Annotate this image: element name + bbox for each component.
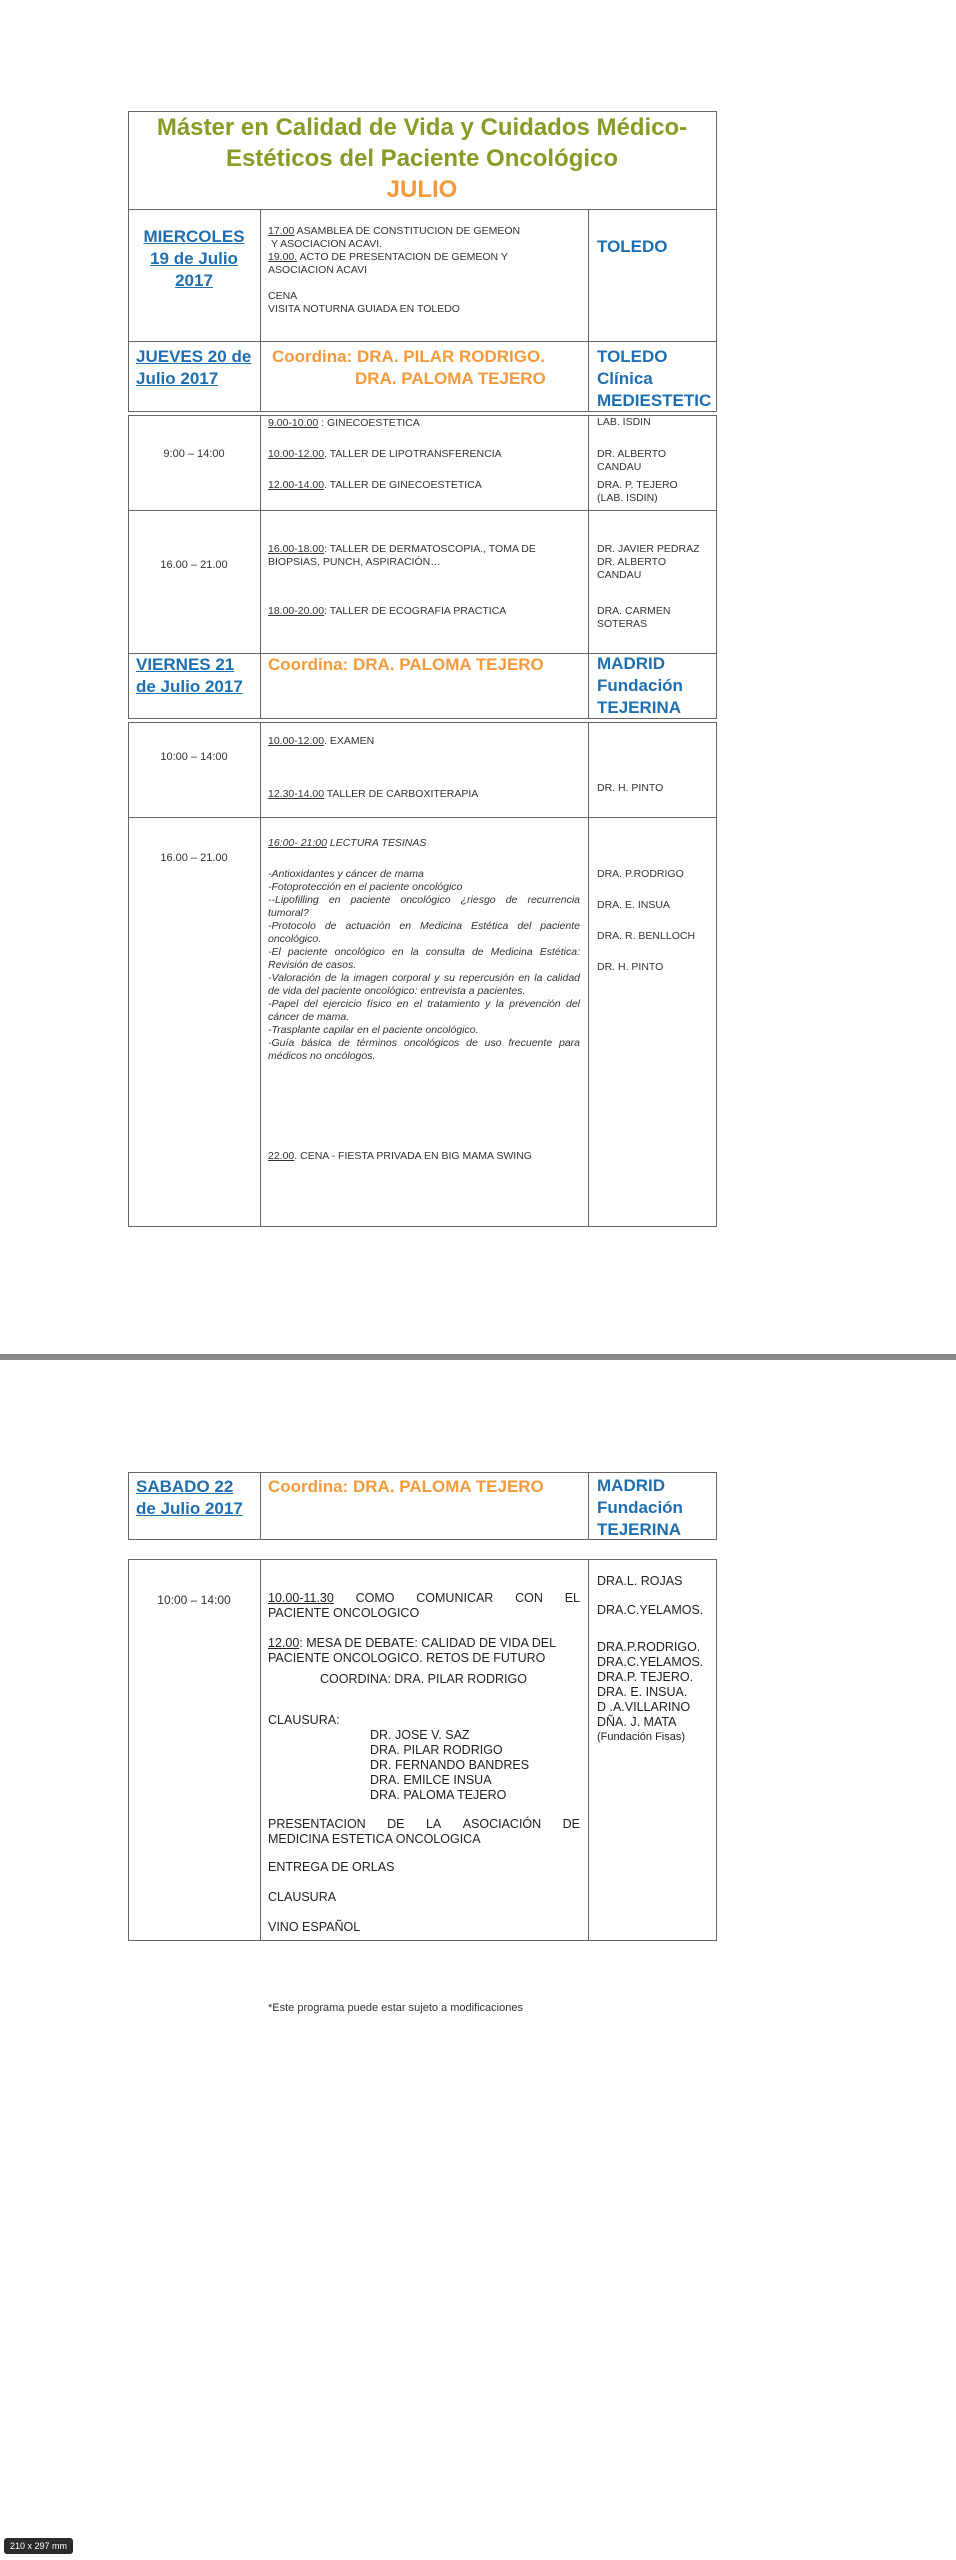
wednesday-date: MIERCOLES 19 de Julio 2017	[143, 227, 245, 290]
topic-item: -El paciente oncológico en la consulta de Medicina Estética: Revisión de casos.	[268, 946, 580, 971]
thursday-afternoon-row	[128, 510, 717, 654]
friday-coordinator: Coordina: DRA. PALOMA TEJERO	[268, 655, 544, 674]
topic-item: -Fotoprotección en el paciente oncológico	[268, 881, 463, 893]
friday-afternoon-heading: 16:00- 21:00 LECTURA TESINAS	[268, 837, 427, 849]
topic-item: -Antioxidantes y cáncer de mama	[268, 868, 424, 880]
thursday-afternoon-speaker-1: DR. JAVIER PEDRAZ DR. ALBERTO CANDAU	[597, 543, 700, 581]
wednesday-dinner: CENA	[268, 290, 298, 302]
topic-item: --Lipofilling en paciente oncológico ¿riesgo de recurrencia tumoral?	[268, 894, 580, 919]
topic-item: -Protocolo de actuación en Medicina Estética del paciente oncológico.	[268, 920, 580, 945]
program-title	[128, 112, 716, 205]
topic-item: -Papel del ejercicio físico en el tratamiento y la prevención del cáncer de mama.	[268, 998, 580, 1023]
clausura-label: CLAUSURA:	[268, 1713, 340, 1727]
thursday-morning-item-1: 9.00-10.00 : GINECOESTETICA	[268, 417, 420, 429]
saturday-time: 10:00 – 14:00	[157, 1593, 231, 1607]
thursday-afternoon-item-1: 16.00-18.00: TALLER DE DERMATOSCOPIA., TOMA DE BIOPSIAS, PUNCH, ASPIRACIÓN…	[268, 543, 536, 568]
page-size-badge: 210 x 297 mm	[4, 2538, 73, 2554]
friday-morning-speaker: DR. H. PINTO	[597, 782, 664, 794]
saturday-items: 10.00-11.30 COMO COMUNICAR CON EL PACIENTE ONCOLOGICO 12.00: MESA DE DEBATE: CALIDAD DE VIDA DEL PACIENTE ONCOLOGICO. RETOS DE FUTURO COORDINA: DRA. PILAR RODRIGO CLAUSURA: DR. JOSE V. SAZ DRA. PILAR RODRIGO DR. FERNANDO BANDRES DRA. EMILCE INSUA DRA. PALOMA TEJERO PRESENTACION DE LA ASOCIACIÓN DE MEDICINA ESTETICA ONCOLOGICA ENTREGA DE ORLAS CLAUSURA VINO ESPAÑOL	[268, 1591, 580, 1934]
clausura-names: DR. JOSE V. SAZ DRA. PILAR RODRIGO DR. FERNANDO BANDRES DRA. EMILCE INSUA DRA. PALOMA TEJERO	[370, 1728, 530, 1802]
debate-coordinator: COORDINA: DRA. PILAR RODRIGO	[320, 1672, 527, 1686]
saturday-coordinator: Coordina: DRA. PALOMA TEJERO	[268, 1477, 544, 1496]
wednesday-visit: VISITA NOTURNA GUIADA EN TOLEDO	[268, 303, 460, 315]
topic-item: -Guía básica de términos oncológicos de uso frecuente para médicos no oncólogos.	[268, 1037, 580, 1062]
title-line-1: Máster en Calidad de Vida y Cuidados Médico-	[156, 114, 688, 141]
thursday-afternoon-speaker-2: DRA. CARMEN SOTERAS	[597, 605, 671, 630]
saturday-date: SABADO 22 de Julio 2017	[136, 1477, 243, 1518]
friday-date: VIERNES 21 de Julio 2017	[136, 655, 243, 696]
thursday-morning-time: 9:00 – 14:00	[163, 448, 225, 460]
vino-espanol: VINO ESPAÑOL	[268, 1920, 361, 1934]
friday-speaker-3: DRA. R. BENLLOCH	[597, 930, 696, 942]
clausura-final: CLAUSURA	[268, 1890, 337, 1904]
thursday-date: JUEVES 20 de Julio 2017	[136, 347, 252, 388]
friday-location: MADRID Fundación TEJERINA	[597, 654, 683, 717]
thursday-morning-item-2: 10.00-12.00. TALLER DE LIPOTRANSFERENCIA	[268, 448, 502, 460]
wednesday-items: 17.00 ASAMBLEA DE CONSTITUCION DE GEMEON Y ASOCIACION ACAVI. 19.00. ACTO DE PRESENTACION DE GEMEON Y ASOCIACION ACAVI CENA VISITA NOTURNA GUIADA EN TOLEDO	[268, 225, 580, 316]
friday-morning-item-2: 12.30-14.00 TALLER DE CARBOXITERAPIA	[268, 788, 479, 800]
friday-morning-item-1: 10.00-12.00. EXAMEN	[268, 735, 375, 747]
entrega-orlas: ENTREGA DE ORLAS	[268, 1860, 395, 1874]
friday-speaker-2: DRA. E. INSUA	[597, 899, 670, 911]
thursday-afternoon-time: 16.00 – 21.00	[160, 559, 228, 571]
topic-item: -Trasplante capilar en el paciente oncológico.	[268, 1024, 479, 1036]
page-separator	[0, 1354, 956, 1360]
wednesday-location: TOLEDO	[597, 237, 668, 256]
friday-speaker-4: DR. H. PINTO	[597, 961, 664, 973]
friday-thesis-topics	[268, 868, 580, 1063]
thursday-coordinators: Coordina: DRA. PILAR RODRIGO. DRA. PALOMA TEJERO	[272, 347, 546, 388]
month-label: JULIO	[386, 176, 458, 203]
thursday-morning-item-3: 12.00-14.00. TALLER DE GINECOESTETICA	[268, 479, 482, 491]
friday-morning-time: 10:00 – 14:00	[160, 751, 228, 763]
thursday-morning-speaker-1: LAB. ISDIN	[597, 416, 651, 428]
thursday-afternoon-item-2: 18.00-20.00: TALLER DE ECOGRAFIA PRACTICA	[268, 605, 507, 617]
friday-dinner: 22.00. CENA - FIESTA PRIVADA EN BIG MAMA SWING	[268, 1150, 532, 1162]
thursday-morning-speaker-2: DR. ALBERTO CANDAU	[597, 448, 667, 473]
title-line-2: Estéticos del Paciente Oncológico	[225, 145, 619, 172]
saturday-speakers: DRA.L. ROJAS DRA.C.YELAMOS. DRA.P.RODRIGO. DRA.C.YELAMOS. DRA.P. TEJERO. DRA. E. INSUA. D .A.VILLARINO DÑA. J. MATA (Fundación Fisas)	[597, 1574, 704, 1743]
saturday-location: MADRID Fundación TEJERINA	[597, 1476, 683, 1539]
footnote: *Este programa puede estar sujeto a modificaciones	[268, 2002, 523, 2014]
page-2	[0, 1362, 956, 2560]
thursday-location: TOLEDO Clínica MEDIESTETIC	[597, 347, 712, 410]
thursday-morning-speaker-3: DRA. P. TEJERO (LAB. ISDIN)	[597, 479, 678, 504]
friday-afternoon-time: 16.00 – 21.00	[160, 852, 228, 864]
topic-item: -Valoración de la imagen corporal y su repercusión en la calidad de vida del paciente oncológico: entrevista a pacientes.	[268, 972, 580, 997]
friday-speaker-1: DRA. P.RODRIGO	[597, 868, 684, 880]
friday-morning-row	[128, 722, 717, 818]
presentacion-line: PRESENTACION DE LA ASOCIACIÓN DE	[268, 1817, 580, 1831]
